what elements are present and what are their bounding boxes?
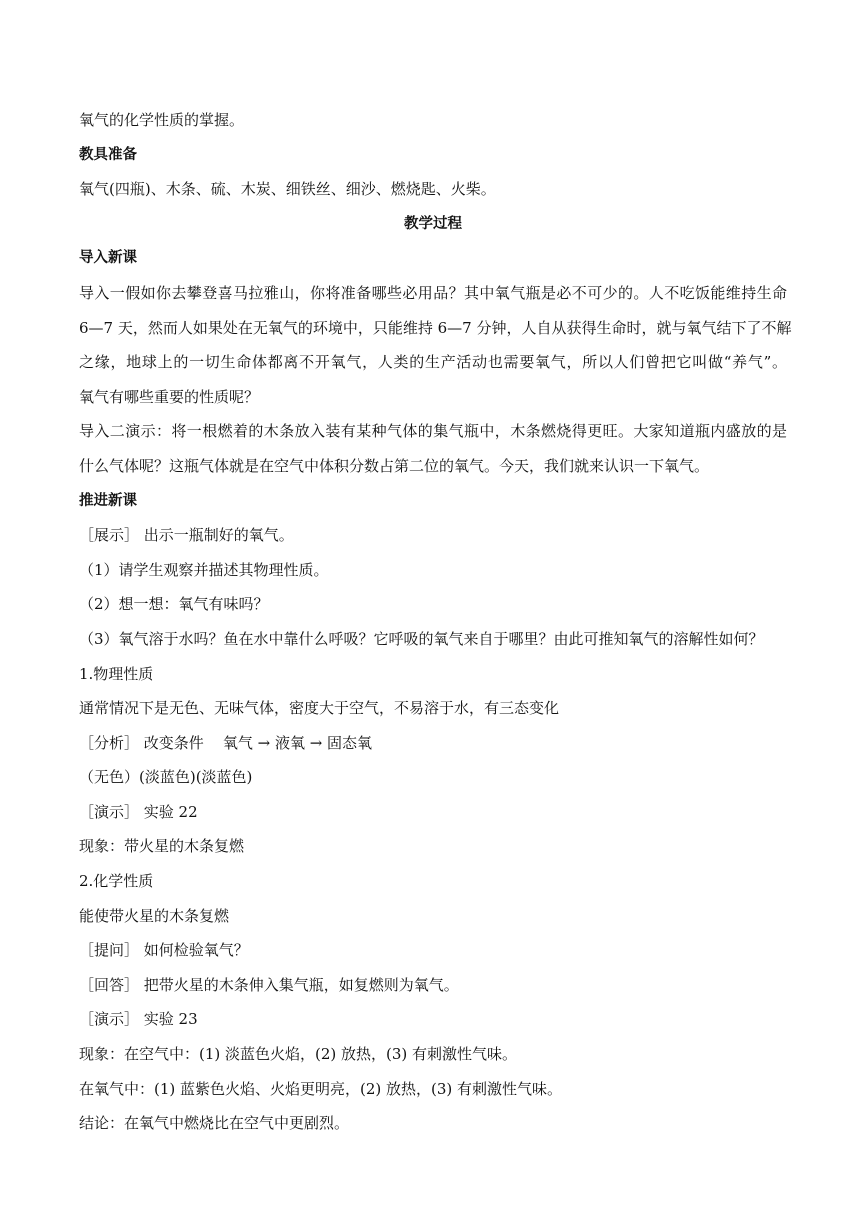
subheading-physical-properties: 1.物理性质	[79, 664, 154, 683]
text-line: ［分析］ 改变条件 氧气 → 液氧 → 固态氧	[79, 733, 373, 752]
text-line: ［演示］ 实验 23	[79, 1010, 198, 1029]
text-line: 氧气(四瓶)、木条、硫、木炭、细铁丝、细沙、燃烧匙、火柴。	[79, 180, 496, 199]
text-line: 能使带火星的木条复燃	[79, 906, 230, 925]
paragraph-line: 之缘，地球上的一切生命体都离不开氧气，人类的生产活动也需要氧气，所以人们曾把它叫做“养气”。	[79, 353, 787, 372]
text-line: 结论：在氧气中燃烧比在空气中更剧烈。	[79, 1114, 350, 1133]
subheading-chemical-properties: 2.化学性质	[79, 872, 154, 891]
text-line: （1）请学生观察并描述其物理性质。	[79, 560, 329, 579]
paragraph-line: 导入二演示：将一根燃着的木条放入装有某种气体的集气瓶中，木条燃烧得更旺。大家知道瓶内盛放的是	[79, 422, 787, 441]
paragraph-intro-two	[79, 419, 787, 478]
text-line: ［提问］ 如何检验氧气？	[79, 941, 249, 960]
paragraph-line: 什么气体呢？这瓶气体就是在空气中体积分数占第二位的氧气。今天，我们就来认识一下氧气。	[79, 456, 710, 475]
section-heading-advance-lesson: 推进新课	[79, 492, 137, 509]
text-line: 氧气的化学性质的掌握。	[79, 111, 245, 129]
section-heading-teaching-process: 教学过程	[404, 215, 462, 232]
section-heading-teaching-aids: 教具准备	[79, 146, 137, 163]
section-heading-new-lesson-intro: 导入新课	[79, 250, 137, 267]
paragraph-intro-one	[79, 281, 792, 409]
document-body	[79, 108, 792, 1146]
text-line: 在氧气中：(1) 蓝紫色火焰、火焰更明亮，(2) 放热，(3) 有刺激性气味。	[79, 1079, 563, 1098]
text-line: （2）想一想：氧气有味吗？	[79, 595, 269, 614]
text-line: 通常情况下是无色、无味气体，密度大于空气，不易溶于水，有三态变化	[79, 699, 560, 718]
text-line: ［展示］ 出示一瓶制好的氧气。	[79, 526, 294, 545]
text-line: ［演示］ 实验 22	[79, 802, 198, 821]
text-line: ［回答］ 把带火星的木条伸入集气瓶，如复燃则为氧气。	[79, 975, 459, 994]
text-line: （无色）(淡蓝色)(淡蓝色)	[79, 768, 253, 787]
text-line: 现象：在空气中：(1) 淡蓝色火焰，(2) 放热，(3) 有刺激性气味。	[79, 1045, 518, 1064]
paragraph-line: 6—7 天，然而人如果处在无氧气的环境中，只能维持 6—7 分钟，人自从获得生命时，就与氧气结下了不解	[79, 318, 792, 337]
paragraph-line: 导入一假如你去攀登喜马拉雅山，你将准备哪些必用品？其中氧气瓶是必不可少的。人不吃饭能维持生命	[79, 283, 787, 302]
text-line: （3）氧气溶于水吗？鱼在水中靠什么呼吸？它呼吸的氧气来自于哪里？由此可推知氧气的溶解性如何？	[79, 629, 764, 648]
paragraph-line: 氧气有哪些重要的性质呢？	[79, 387, 260, 406]
text-line: 现象：带火星的木条复燃	[79, 837, 245, 856]
